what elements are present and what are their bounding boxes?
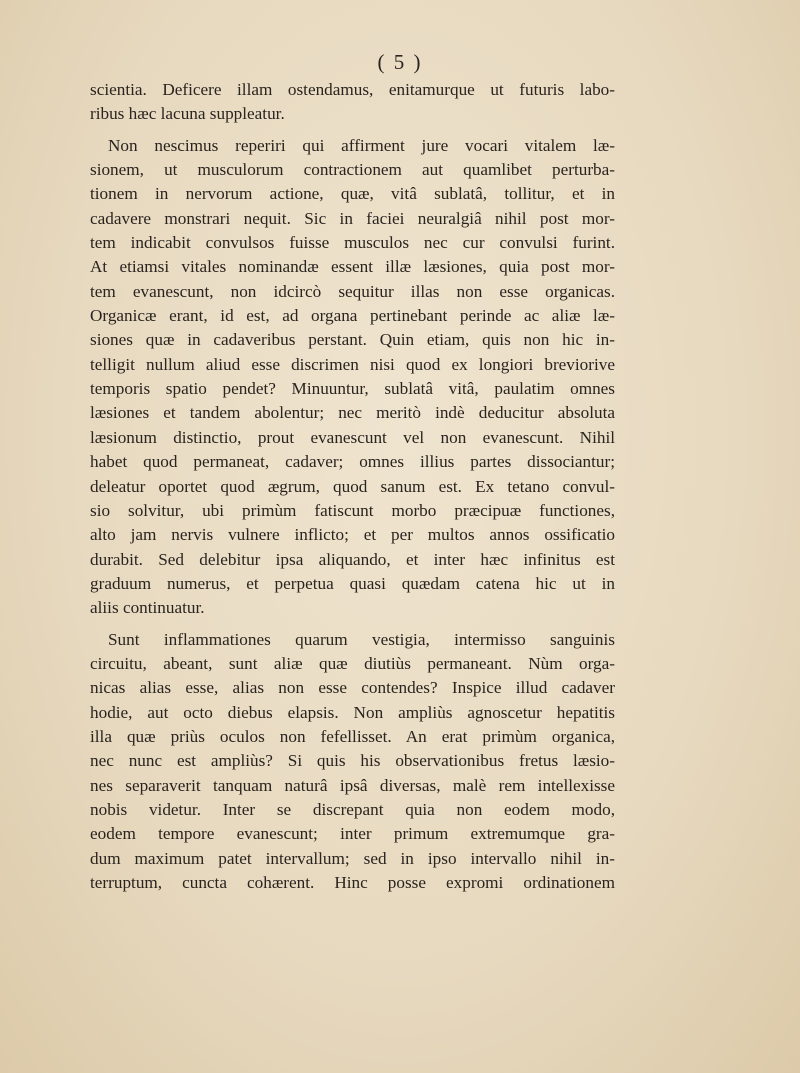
text-line: sionem, ut musculorum contractionem aut quamlibet perturba-: [90, 160, 615, 180]
text-line: temporis spatio pendet? Minuuntur, sublatâ vitâ, paulatim omnes: [90, 379, 615, 399]
text-line: tem indicabit convulsos fuisse musculos nec cur convulsi furint.: [90, 233, 615, 253]
text-line: nes separaverit tanquam naturâ ipsâ diversas, malè rem intellexisse: [90, 775, 615, 795]
text-line: alto jam nervis vulnere inflicto; et per multos annos ossificatio: [90, 525, 615, 545]
text-line: habet quod permaneat, cadaver; omnes illius partes dissociantur;: [90, 452, 615, 472]
text-line: dum maximum patet intervallum; sed in ipso intervallo nihil in-: [90, 848, 615, 868]
text-line: nec nunc est ampliùs? Si quis his observationibus fretus læsio-: [90, 751, 615, 771]
text-line: circuitu, abeant, sunt aliæ quæ diutiùs permaneant. Nùm orga-: [90, 653, 615, 673]
paragraph-1: [90, 78, 615, 127]
text-line: cadavere monstrari nequit. Sic in faciei neuralgiâ nihil post mor-: [90, 208, 615, 228]
text-line: eodem tempore evanescunt; inter primum extremumque gra-: [90, 824, 615, 844]
text-line: nobis videtur. Inter se discrepant quia non eodem modo,: [90, 799, 615, 819]
text-line: illa quæ priùs oculos non fefellisset. An erat primùm organica,: [90, 726, 615, 746]
text-line: At etiamsi vitales nominandæ essent illæ læsiones, quia post mor-: [90, 257, 615, 277]
text-line: sio solvitur, ubi primùm fatiscunt morbo præcipuæ functiones,: [90, 500, 615, 520]
text-line: durabit. Sed delebitur ipsa aliquando, et inter hæc infinitus est: [90, 549, 615, 569]
text-line: deleatur oportet quod ægrum, quod sanum est. Ex tetano convul-: [90, 476, 615, 496]
text-line: graduum numerus, et perpetua quasi quædam catena hic ut in: [90, 573, 615, 593]
body-text: [90, 78, 615, 895]
text-line: læsiones et tandem abolentur; nec meritò indè deducitur absoluta: [90, 403, 615, 423]
text-line: scientia. Deficere illam ostendamus, enitamurque ut futuris labo-: [90, 80, 615, 99]
text-line: læsionum distinctio, prout evanescunt vel non evanescunt. Nihil: [90, 427, 615, 447]
text-line: tionem in nervorum actione, quæ, vitâ sublatâ, tollitur, et in: [90, 184, 615, 204]
text-line: telligit nullum aliud esse discrimen nisi quod ex longiori breviorive: [90, 354, 615, 374]
page-number: ( 5 ): [377, 50, 423, 74]
text-line: ribus hæc lacuna suppleatur.: [90, 104, 285, 124]
text-line: Organicæ erant, id est, ad organa pertinebant perinde ac aliæ læ-: [90, 306, 615, 326]
text-line: tem evanescunt, non idcircò sequitur illas non esse organicas.: [90, 281, 615, 301]
text-line: Non nescimus reperiri qui affirment jure vocari vitalem læ-: [108, 135, 615, 155]
text-line: hodie, aut octo diebus elapsis. Non ampliùs agnoscetur hepatitis: [90, 702, 615, 722]
text-line: siones quæ in cadaveribus perstant. Quin etiam, quis non hic in-: [90, 330, 615, 350]
text-line: nicas alias esse, alias non esse contendes? Inspice illud cadaver: [90, 678, 615, 698]
paragraph-3: [90, 628, 615, 896]
paragraph-2: [90, 134, 615, 621]
text-line: Sunt inflammationes quarum vestigia, intermisso sanguinis: [108, 629, 615, 649]
text-line: terruptum, cuncta cohærent. Hinc posse expromi ordinationem: [90, 873, 615, 892]
text-line: aliis continuatur.: [90, 598, 205, 618]
